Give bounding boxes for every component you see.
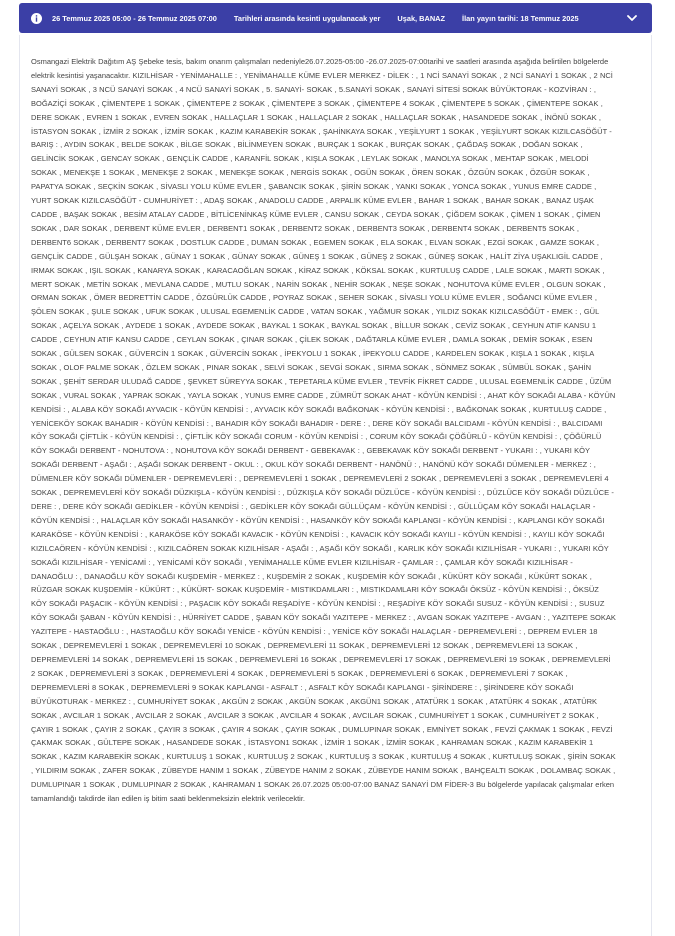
chevron-down-icon[interactable] (626, 12, 638, 24)
publish-date-value: 18 Temmuz 2025 (520, 13, 579, 23)
outage-date-range: 26 Temmuz 2025 05:00 - 26 Temmuz 2025 07:00 (52, 13, 217, 23)
outage-details-text: Osmangazi Elektrik Dağıtım AŞ Şebeke tesis, bakım onarım çalışmaları nedeniyle26.07.2025-05:00 -26.07.2025-07:00tarihi ve saatleri arasında aşağıda belirtilen bölgelerde elektrik kesintisi yaşanacaktır. KIZILHİSAR - YENİMAHALLE : , YENİMAHALLE KÜME EVLER MERKEZ - DİLEK : , 1 NCİ SANAYİ SOKAK , 2 NCİ SANAYİ 1 SOKAK , 2 NCİ SANAYİ SOKAK , 3 NCÜ SANAYİ SOKAK , 4 NCÜ SANAYİ SOKAK , 5. SANAYİ- SOKAK , 5.SANAYİ SOKAK , SANAYİ SİTESİ SOKAK BÜYÜKTORAK - KOZVİRAN : , BOĞAZİÇİ SOKAK , ÇİMENTEPE 1 SOKAK , ÇİMENTEPE 2 SOKAK , ÇİMENTEPE 3 SOKAK , ÇİMENTEPE 4 SOKAK , ÇİMENTEPE 5 SOKAK , ÇİMENTEPE SOKAK , DERE SOKAK , EVREN 1 SOKAK , EVREN SOKAK , HALLAÇLAR 1 SOKAK , HALLAÇLAR 2 SOKAK , HALLAÇLAR SOKAK , HASANDEDE SOKAK , İNÖNÜ SOKAK , İSTASYON SOKAK , İZMİR 2 SOKAK , İZMİR SOKAK , KAZIM KARABEKİR SOKAK , ŞAHİNKAYA SOKAK , YEŞİLYURT 1 SOKAK , YEŞİLYURT SOKAK KIZILCASÖĞÜT - BARIŞ : , AYDIN SOKAK , BELDE SOKAK , BİLGE SOKAK , BİLİNMEYEN SOKAK , BURÇAK 1 SOKAK , BURÇAK SOKAK , ÇAĞDAŞ SOKAK , DOĞAN SOKAK , GELİNCİK SOKAK , GENCAY SOKAK , GENÇLİK CADDE , KARANFİL SOKAK , KIŞLA SOKAK , LEYLAK SOKAK , MANOLYA SOKAK , MEHTAP SOKAK , MELODİ SOKAK , MENEKŞE 1 SOKAK , MENEKŞE 2 SOKAK , MENEKŞE SOKAK , NERGİS SOKAK , OGÜN SOKAK , ÖREN SOKAK , ÖZGÜN SOKAK , ÖZGÜR SOKAK , PAPATYA SOKAK , SEÇKİN SOKAK , SİVASLI YOLU KÜME EVLER , ŞABANCIK SOKAK , ŞİRİN SOKAK , YANKI SOKAK , YONCA SOKAK , YUNUS EMRE CADDE , YURT SOKAK KIZILCASÖĞÜT - CUMHURİYET : , ADAŞ SOKAK , ANADOLU CADDE , ARPALIK KÜME EVLER , BAHAR 1 SOKAK , BAHAR SOKAK , BANAZ UŞAK CADDE , BAŞAK SOKAK , BESİM ATALAY CADDE , BİTLİCENİNKAŞ KÜME EVLER , CANSU SOKAK , CEYDA SOKAK , ÇİĞDEM SOKAK , ÇİMEN 1 SOKAK , ÇİMEN SOKAK , DAR SOKAK , DERBENT KÜME EVLER , DERBENT1 SOKAK , DERBENT2 SOKAK , DERBENT3 SOKAK , DERBENT4 SOKAK , DERBENT5 SOKAK , DERBENT6 SOKAK , DERBENT7 SOKAK , DOSTLUK CADDE , DUMAN SOKAK , EGEMEN SOKAK , ELA SOKAK , ELVAN SOKAK , EZGİ SOKAK , GAMZE SOKAK , GENÇLİK CADDE , GÜLŞAH SOKAK , GÜNAY 1 SOKAK , GÜNAY SOKAK , GÜNEŞ 1 SOKAK , GÜNEŞ 2 SOKAK , GÜNEŞ SOKAK , HALİT ZİYA UŞAKLIGİL CADDE , IRMAK SOKAK , IŞIL SOKAK , KANARYA SOKAK , KARACAOĞLAN SOKAK , KİRAZ SOKAK , KÖKSAL SOKAK , KURTULUŞ CADDE , LALE SOKAK , MARTI SOKAK , MERT SOKAK , METİN SOKAK , MEVLANA CADDE , MUTLU SOKAK , NARİN SOKAK , NEHİR SOKAK , NEŞE SOKAK , NOHUTOVA KÜME EVLER , OLGUN SOKAK , ORMAN SOKAK , ÖMER BEDRETTİN CADDE , ÖZGÜRLÜK CADDE , POYRAZ SOKAK , SEHER SOKAK , SİVASLI YOLU KÜME EVLER , SOĞANCI KÜME EVLER , ŞÖLEN SOKAK , ŞULE SOKAK , UFUK SOKAK , ULUSAL EGEMENLİK CADDE , VATAN SOKAK , YAĞMUR SOKAK , YILDIZ SOKAK KIZILCASÖĞÜT - EMEK : , GÜL SOKAK , AÇELYA SOKAK , AYDEDE 1 SOKAK , AYDEDE SOKAK , BAYKAL 1 SOKAK , BAYKAL SOKAK , BİLLUR SOKAK , CEVİZ SOKAK , CEYHUN ATIF KANSU 1 CADDE , CEYHUN ATIF KANSU CADDE , CEYLAN SOKAK , ÇINAR SOKAK , ÇİLEK SOKAK , DAĞTARLA KÜME EVLER , DAMLA SOKAK , DEMİR SOKAK , ESEN SOKAK , GÜLSEN SOKAK , GÜVERCİN 1 SOKAK , GÜVERCİN SOKAK , İPEKYOLU 1 SOKAK , İPEKYOLU CADDE , KARDELEN SOKAK , KIŞLA 1 SOKAK , KIŞLA SOKAK , OLOF PALME SOKAK , ÖZLEM SOKAK , PINAR SOKAK , SELVİ SOKAK , SEVGİ SOKAK , SIRMA SOKAK , SÖNMEZ SOKAK , SÜMBÜL SOKAK , ŞAHİN SOKAK , ŞEHİT SERDAR ULUDAĞ CADDE , ŞEVKET SÜREYYA SOKAK , TEPETARLA KÜME EVLER , TEVFİK FİKRET CADDE , ULUSAL EGEMENLİK CADDE , ÜZÜM SOKAK , VURAL SOKAK , YAPRAK SOKAK , YAYLA SOKAK , YUNUS EMRE CADDE , ZÜMRÜT SOKAK AHAT - KÖYÜN KENDİSİ : , AHAT KÖY SOKAĞI ALABA - KÖYÜN KENDİSİ : , ALABA KÖY SOKAĞI AYVACIK - KÖYÜN KENDİSİ : , AYVACIK KÖY SOKAĞI BAĞKONAK - KÖYÜN KENDİSİ : , BAĞKONAK SOKAK , KURTULUŞ CADDE , YENİCEKÖY SOKAK BAHADIR - KÖYÜN KENDİSİ : , BAHADIR KÖY SOKAĞI BAHADIR - DERE : , DERE KÖY SOKAĞI BALCIDAMI - KÖYÜN KENDİSİ : , BALCIDAMI KÖY SOKAĞI ÇİFTLİK - KÖYÜN KENDİSİ : , ÇİFTLİK KÖY SOKAĞI CORUM - KÖYÜN KENDİSİ : , CORUM KÖY SOKAĞI ÇÖĞÜRLÜ - KÖYÜN KENDİSİ : , ÇÖĞÜRLÜ KÖY SOKAĞI DERBENT - NOHUTOVA : , NOHUTOVA KÖY SOKAĞI DERBENT - GEBEKAVAK : , GEBEKAVAK KÖY SOKAĞI DERBENT - YUKARI : , YUKARI KÖY SOKAĞI DERBENT - AŞAĞI : , AŞAĞI SOKAK DERBENT - OKUL : , OKUL KÖY SOKAĞI DERBENT - HANÖNÜ : , HANÖNÜ KÖY SOKAĞI DÜMENLER - MERKEZ : , DÜMENLER KÖY SOKAĞI DÜMENLER - DEPREMEVLERİ : , DEPREMEVLERİ 1 SOKAK , DEPREMEVLERİ 2 SOKAK , DEPREMEVLERİ 3 SOKAK , DEPREMEVLERİ 4 SOKAK , DEPREMEVLERİ KÖY SOKAĞI DÜZKIŞLA - KÖYÜN KENDİSİ : , DÜZKIŞLA KÖY SOKAĞI DÜZLÜCE - KÖYÜN KENDİSİ : , DÜZLÜCE KÖY SOKAĞI DÜZLÜCE - DERE : , DERE KÖY SOKAĞI GEDİKLER - KÖYÜN KENDİSİ : , GEDİKLER KÖY SOKAĞI GÜLLÜÇAM - KÖYÜN KENDİSİ : , GÜLLÜÇAM KÖY SOKAĞI HALAÇLAR - KÖYÜN KENDİSİ : , HALAÇLAR KÖY SOKAĞI HASANKÖY - KÖYÜN KENDİSİ : , HASANKÖY KÖY SOKAĞI KAPLANGI - KÖYÜN KENDİSİ : , KAPLANGI KÖY SOKAĞI KARAKÖSE - KÖYÜN KENDİSİ : , KARAKÖSE KÖY SOKAĞI KAVACIK - KÖYÜN KENDİSİ : , KAVACIK KÖY SOKAĞI KAYILI - KÖYÜN KENDİSİ : , KAYILI KÖY SOKAĞI KIZILCAÖREN - KÖYÜN KENDİSİ : , KIZILCAÖREN SOKAK KIZILHİSAR - AŞAĞI : , AŞAĞI KÖY SOKAĞI , KARLIK KÖY SOKAĞI KIZILHİSAR - YUKARI : , YUKARI KÖY SOKAĞI KIZILHİSAR - YENİCAMİ : , YENİCAMİ KÖY SOKAĞI , YENİMAHALLE KÜME EVLER KIZILHİSAR - ÇAMLAR : , ÇAMLAR KÖY SOKAĞI KIZILHİSAR - DANAOĞLU : , DANAOĞLU KÖY SOKAĞI KUŞDEMİR - MERKEZ : , KUŞDEMİR 2 SOKAK , KUŞDEMİR KÖY SOKAĞI , KÜKÜRT KÖY SOKAĞI , KÜKÜRT SOKAK , RÜZGAR SOKAK KUŞDEMİR - KÜKÜRT : , KÜKÜRT- SOKAK KUŞDEMİR - MISTIKDAMLARI : , MISTIKDAMLARI KÖY SOKAĞI ÖKSÜZ - KÖYÜN KENDİSİ : , ÖKSÜZ KÖY SOKAĞI PAŞACIK - KÖYÜN KENDİSİ : , PAŞACIK KÖY SOKAĞI REŞADİYE - KÖYÜN KENDİSİ : , REŞADİYE KÖY SOKAĞI SUSUZ - KÖYÜN KENDİSİ : , SUSUZ KÖY SOKAĞI ŞABAN - KÖYÜN KENDİSİ : , HÜRRİYET CADDE , ŞABAN KÖY SOKAĞI YAZITEPE - MERKEZ : , AVGAN SOKAK YAZITEPE - AVGAN : , YAZITEPE SOKAK YAZITEPE - HASTAOĞLU : , HASTAOĞLU KÖY SOKAĞI YENİCE - KÖYÜN KENDİSİ : , YENİCE KÖY SOKAĞI HALAÇLAR - DEPREMEVLERİ : , DEPREM EVLER 18 SOKAK , DEPREMEVLERİ 1 SOKAK , DEPREMEVLERİ 10 SOKAK , DEPREMEVLERİ 11 SOKAK , DEPREMEVLERİ 12 SOKAK , DEPREMEVLERİ 13 SOKAK , DEPREMEVLERİ 14 SOKAK , DEPREMEVLERİ 15 SOKAK , DEPREMEVLERİ 16 SOKAK , DEPREMEVLERİ 17 SOKAK , DEPREMEVLERİ 19 SOKAK , DEPREMEVLERİ 2 SOKAK , DEPREMEVLERİ 3 SOKAK , DEPREMEVLERİ 4 SOKAK , DEPREMEVLERİ 5 SOKAK , DEPREMEVLERİ 6 SOKAK , DEPREMEVLERİ 7 SOKAK , DEPREMEVLERİ 8 SOKAK , DEPREMEVLERİ 9 SOKAK KAPLANGI - ASFALT : , ASFALT KÖY SOKAĞI KAPLANGI - ŞİRİNDERE : , ŞİRİNDERE KÖY SOKAĞI BÜYÜKOTURAK - MERKEZ : , CUMHURİYET SOKAK , AKGÜN 2 SOKAK , AKGÜN SOKAK , AKGÜN1 SOKAK , ATATÜRK 1 SOKAK , ATATÜRK 4 SOKAK , ATATÜRK SOKAK , AVCILAR 1 SOKAK , AVCILAR 2 SOKAK , AVCILAR 3 SOKAK , AVCILAR 4 SOKAK , AVCILAR SOKAK , CUMHURİYET 1 SOKAK , CUMHURİYET 2 SOKAK , ÇAYIR 1 SOKAK , ÇAYIR 2 SOKAK , ÇAYIR 3 SOKAK , ÇAYIR 4 SOKAK , ÇAYIR SOKAK , DUMLUPINAR SOKAK , EMNİYET SOKAK , FEVZİ ÇAKMAK 1 SOKAK , FEVZİ ÇAKMAK SOKAK , GÜLTEPE SOKAK , HASANDEDE SOKAK , İSTASYON1 SOKAK , İZMİR 1 SOKAK , İZMİR SOKAK , KAHRAMAN SOKAK , KAZIM KARABEKİR 1 SOKAK , KAZIM KARABEKİR SOKAK , KURTULUŞ 1 SOKAK , KURTULUŞ 2 SOKAK , KURTULUŞ 3 SOKAK , KURTULUŞ 4 SOKAK , KURTULUŞ SOKAK , ŞİRİN SOKAK , YILDIRIM SOKAK , ZAFER SOKAK , ZÜBEYDE HANIM 1 SOKAK , ZÜBEYDE HANIM 2 SOKAK , ZÜBEYDE HANIM SOKAK , BAHÇEALTI SOKAK , DOLAMBAÇ SOKAK , DUMLUPINAR 1 SOKAK , DUMLUPINAR 2 SOKAK , KAHRAMAN 1 SOKAK 26.07.2025 05:00-07:00 BANAZ SANAYİ DM FİDER-3 Bu bölgelerde yapılacak çalışmalar erken tamamlandığı takdirde ilan edilen iş bitim saati beklenmeksizin elektrik verilecektir. (31, 57, 616, 804)
publish-label-text: İlan yayın tarihi: (462, 13, 519, 23)
outage-header[interactable] (19, 3, 652, 33)
outage-location: Uşak, BANAZ (397, 13, 446, 23)
publish-date-label (462, 14, 579, 23)
outage-description-label: Tarihleri arasında kesinti uygulanacak yer (233, 13, 381, 23)
info-icon (31, 13, 42, 24)
